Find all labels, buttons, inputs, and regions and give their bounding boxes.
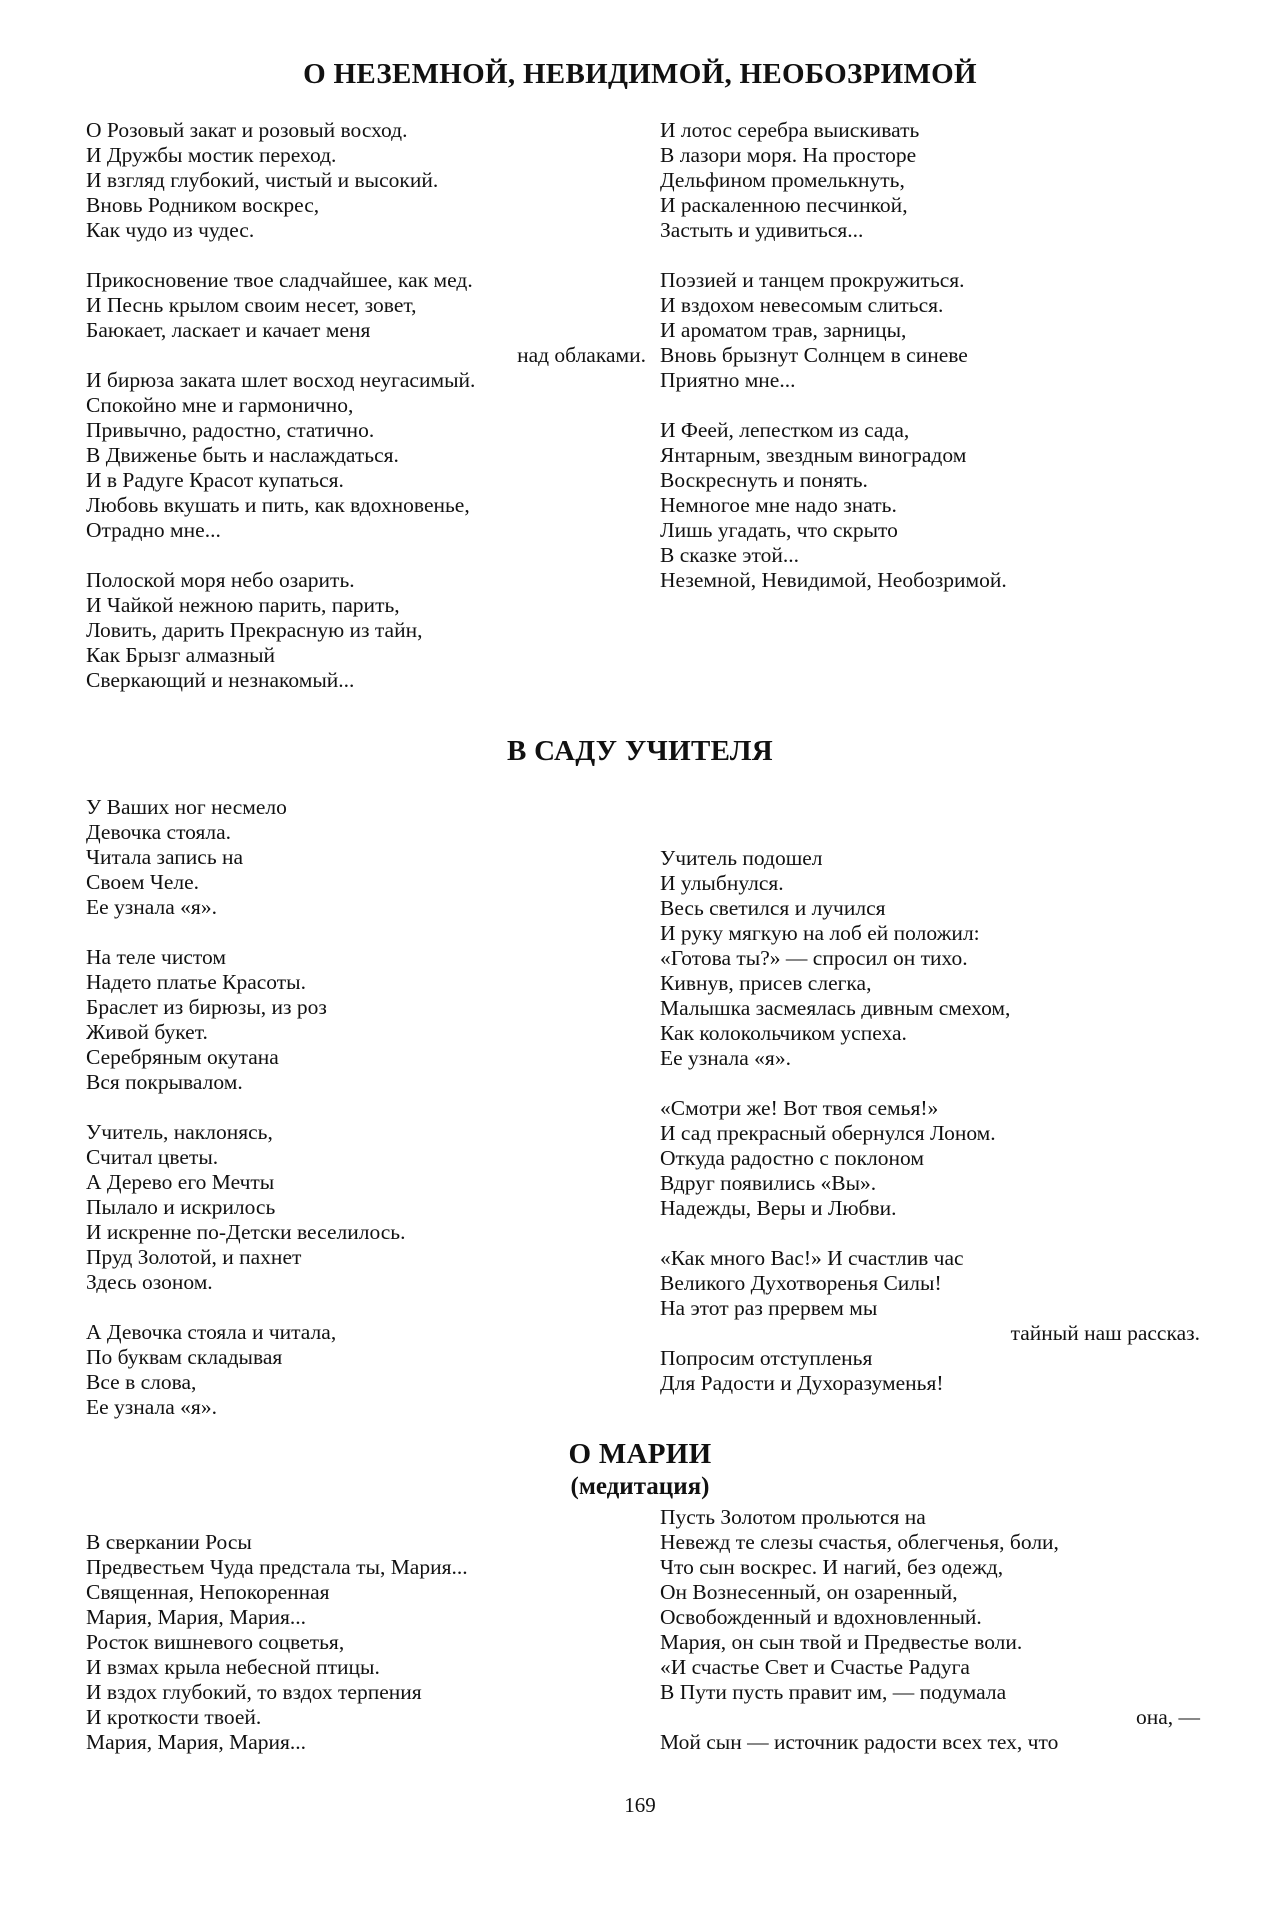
poem-line: Все в слова, [86, 1370, 197, 1394]
poem-line: Малышка засмеялась дивным смехом, [660, 996, 1011, 1020]
poem-line: И взгляд глубокий, чистый и высокий. [86, 168, 439, 192]
poem3-left-column [86, 1530, 646, 1755]
poem-line: Мария, он сын твой и Предвестье воли. [660, 1630, 1023, 1654]
poem3-title: О МАРИИ [568, 1438, 712, 1470]
poem-line: Пруд Золотой, и пахнет [86, 1245, 302, 1269]
poem-line: Отрадно мне... [86, 518, 221, 542]
poem-line: Сверкающий и незнакомый... [86, 668, 355, 692]
poem-line: И бирюза заката шлет восход неугасимый. [86, 368, 476, 392]
poem-line: Поэзией и танцем прокружиться. [660, 268, 965, 292]
poem-line: У Ваших ног несмело [86, 795, 287, 819]
poem-line: Вся покрывалом. [86, 1070, 243, 1094]
poem-line: В сказке этой... [660, 543, 799, 567]
poem-line: Немногое мне надо знать. [660, 493, 897, 517]
poem-line: На этот раз прервем мы [660, 1296, 878, 1320]
poem-line: Пылало и искрилось [86, 1195, 276, 1219]
poem-line: Вновь Родником воскрес, [86, 193, 320, 217]
poem-line: Учитель, наклонясь, [86, 1120, 273, 1144]
poem-line: Воскреснуть и понять. [660, 468, 868, 492]
poem2-left-column [86, 795, 646, 1420]
poem-line: Дельфином промелькнуть, [660, 168, 905, 192]
poem-line: В лазори моря. На просторе [660, 143, 917, 167]
poem-line: Баюкает, ласкает и качает меня [86, 318, 371, 342]
poem-line: Кивнув, присев слегка, [660, 971, 872, 995]
poem-line: Ее узнала «я». [86, 895, 217, 919]
poem-line: Неземной, Невидимой, Необозримой. [660, 568, 1007, 592]
poem-line: А Дерево его Мечты [86, 1170, 275, 1194]
stanza-gap [660, 1221, 1200, 1246]
poem-line: Спокойно мне и гармонично, [86, 393, 354, 417]
poem-line: Привычно, радостно, статично. [86, 418, 375, 442]
poem-line: Вдруг появились «Вы». [660, 1171, 877, 1195]
poem-line: Мой сын — источник радости всех тех, что [660, 1730, 1059, 1754]
poem-line: «Готова ты?» — спросил он тихо. [660, 946, 968, 970]
poem-line: И Дружбы мостик переход. [86, 143, 337, 167]
poem-line: И раскаленною песчинкой, [660, 193, 908, 217]
stanza-gap [660, 1071, 1200, 1096]
poem1-title: О НЕЗЕМНОЙ, НЕВИДИМОЙ, НЕОБОЗРИМОЙ [303, 58, 977, 90]
poem-line: Он Вознесенный, он озаренный, [660, 1580, 958, 1604]
poem-line: Вновь брызнут Солнцем в синеве [660, 343, 968, 367]
poem-line: Для Радости и Духоразуменья! [660, 1371, 944, 1395]
poem1-left-column [86, 118, 646, 693]
poem-line: Как Брызг алмазный [86, 643, 276, 667]
poem-line: Мария, Мария, Мария... [86, 1730, 307, 1754]
poem-line: Приятно мне... [660, 368, 796, 392]
poem-line: Прикосновение твое сладчайшее, как мед. [86, 268, 473, 292]
poem-line: Надежды, Веры и Любви. [660, 1196, 897, 1220]
poem-line: Учитель подошел [660, 846, 823, 870]
poem-line: Ее узнала «я». [86, 1395, 217, 1419]
poem-line: она, — [1135, 1705, 1200, 1729]
poem-line: Откуда радостно с поклоном [660, 1146, 924, 1170]
poem-line: над облаками. [517, 343, 646, 367]
stanza-gap [86, 1095, 646, 1120]
poem-line: Янтарным, звездным виноградом [660, 443, 967, 467]
poem-line: Серебряным окутана [86, 1045, 279, 1069]
poem-line: тайный наш рассказ. [1010, 1321, 1200, 1345]
poem-line: Лишь угадать, что скрыто [660, 518, 898, 542]
poem-line: Священная, Непокоренная [86, 1580, 330, 1604]
poem-line: Считал цветы. [86, 1145, 219, 1169]
poem-line: Мария, Мария, Мария... [86, 1605, 307, 1629]
stanza-gap [86, 920, 646, 945]
poem2-right-column [660, 846, 1200, 1396]
poem-line: Браслет из бирюзы, из роз [86, 995, 327, 1019]
poem-line: И вздохом невесомым слиться. [660, 293, 944, 317]
poem-line: И сад прекрасный обернулся Лоном. [660, 1121, 996, 1145]
poem-line: Ловить, дарить Прекрасную из тайн, [86, 618, 423, 642]
poem-line: И лотос серебра выискивать [660, 118, 920, 142]
poem-line: В Пути пусть правит им, — подумала [660, 1680, 1007, 1704]
poem-line: И улыбнулся. [660, 871, 784, 895]
poem-line: Ее узнала «я». [660, 1046, 791, 1070]
stanza-gap [660, 243, 1200, 268]
poem-line: Любовь вкушать и пить, как вдохновенье, [86, 493, 470, 517]
poem-line: Предвестьем Чуда предстала ты, Мария... [86, 1555, 468, 1579]
page-number: 169 [624, 1793, 656, 1817]
poem-line: Надето платье Красоты. [86, 970, 306, 994]
poem-line: А Девочка стояла и читала, [86, 1320, 337, 1344]
poem-line: И вздох глубокий, то вздох терпения [86, 1680, 422, 1704]
stanza-gap [86, 243, 646, 268]
poem-line: И кроткости твоей. [86, 1705, 262, 1729]
poem-line: В сверкании Росы [86, 1530, 252, 1554]
poem-line: И взмах крыла небесной птицы. [86, 1655, 380, 1679]
poem-line: Что сын воскрес. И нагий, без одежд, [660, 1555, 1004, 1579]
poem-line: Девочка стояла. [86, 820, 232, 844]
poem-line: Весь светился и лучился [660, 896, 886, 920]
stanza-gap [660, 393, 1200, 418]
poem-line: Освобожденный и вдохновленный. [660, 1605, 982, 1629]
poem-line: На теле чистом [86, 945, 226, 969]
poem-line: И Песнь крылом своим несет, зовет, [86, 293, 417, 317]
poem-line: И в Радуге Красот купаться. [86, 468, 344, 492]
poem-line: И руку мягкую на лоб ей положил: [660, 921, 980, 945]
poem-line: О Розовый закат и розовый восход. [86, 118, 408, 142]
poem-line: Читала запись на [86, 845, 244, 869]
poem-line: Живой букет. [86, 1020, 208, 1044]
poem-line: Попросим отступленья [660, 1346, 873, 1370]
poem-line: Застыть и удивиться... [660, 218, 864, 242]
poem-line: В Движенье быть и наслаждаться. [86, 443, 399, 467]
poem-line: И Чайкой нежною парить, парить, [86, 593, 400, 617]
poem-line: И искренне по-Детски веселилось. [86, 1220, 406, 1244]
stanza-gap [86, 1295, 646, 1320]
poem-line: Пусть Золотом прольются на [660, 1505, 926, 1529]
poem-line: Невежд те слезы счастья, облегченья, боли, [660, 1530, 1059, 1554]
poem-line: И ароматом трав, зарницы, [660, 318, 907, 342]
poem-line: «Смотри же! Вот твоя семья!» [660, 1096, 939, 1120]
poem3-right-column [660, 1505, 1200, 1755]
poem-line: Росток вишневого соцветья, [86, 1630, 345, 1654]
poem-line: Полоской моря небо озарить. [86, 568, 355, 592]
poem-line: «Как много Вас!» И счастлив час [660, 1246, 964, 1270]
poem-line: Своем Челе. [86, 870, 200, 894]
poem-line: И Феей, лепестком из сада, [660, 418, 910, 442]
stanza-gap [86, 543, 646, 568]
poem3-subtitle: (медитация) [570, 1473, 710, 1500]
poem-line: Как чудо из чудес. [86, 218, 255, 242]
poem1-right-column [660, 118, 1200, 593]
poem-line: Великого Духотворенья Силы! [660, 1271, 942, 1295]
poem-line: По буквам складывая [86, 1345, 283, 1369]
poem2-title: В САДУ УЧИТЕЛЯ [506, 735, 774, 767]
poem-line: «И счастье Свет и Счастье Радуга [660, 1655, 970, 1679]
poem-line: Как колокольчиком успеха. [660, 1021, 907, 1045]
poem-line: Здесь озоном. [86, 1270, 213, 1294]
